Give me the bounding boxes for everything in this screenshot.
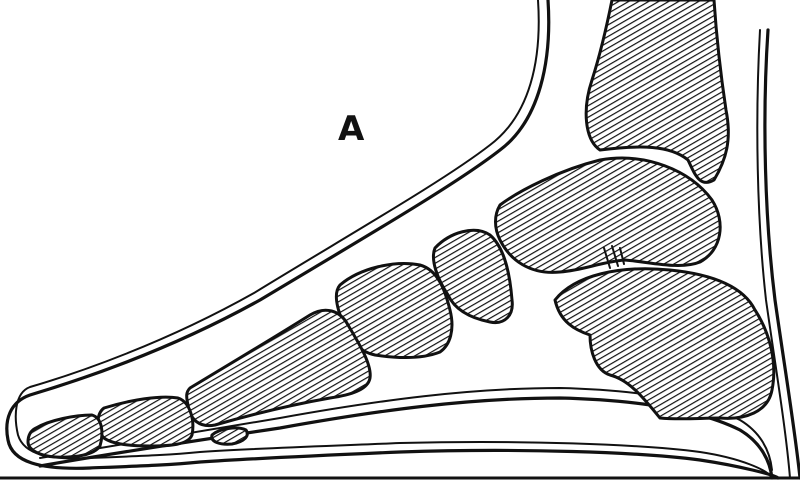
tibia-bone — [586, 0, 728, 182]
talus-bone — [496, 158, 721, 272]
distal-phalanx-bone — [28, 415, 102, 457]
figure-label: A — [338, 109, 365, 149]
proximal-phalanx-bone — [98, 397, 193, 446]
sesamoid-bone — [212, 428, 247, 444]
calcaneus-bone — [555, 269, 774, 419]
heel-inner-outline — [757, 30, 790, 478]
